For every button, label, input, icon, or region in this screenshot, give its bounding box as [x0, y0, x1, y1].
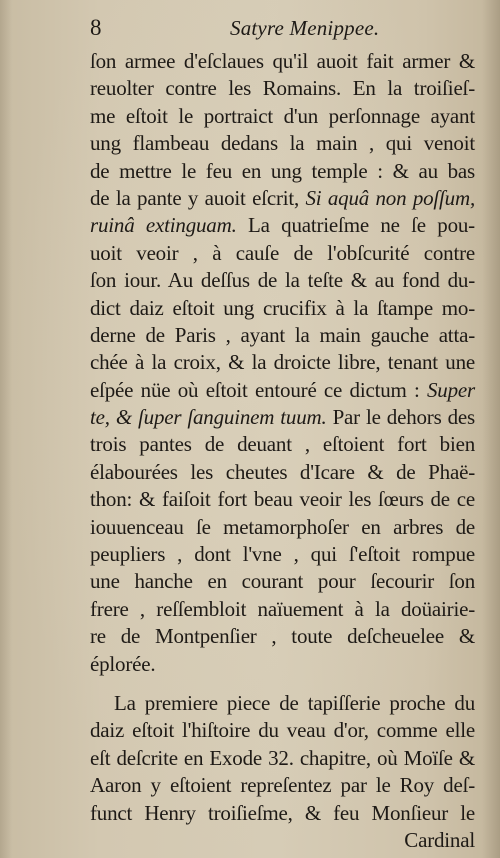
text-run: élabourées les cheutes d'Icare & de Phaë-: [90, 459, 475, 484]
text-line: [90, 240, 475, 267]
text-run: éplorée.: [90, 651, 156, 676]
body-text: [90, 48, 475, 854]
text-run: daiz eſtoit l'hiſtoire du veau d'or, comme elle: [90, 718, 475, 743]
text-run: trois pantes de deuant , eſtoient fort bien: [90, 432, 475, 457]
text-run: funct Henry troiſieſme, & feu Monſieur le: [90, 800, 475, 825]
text-line: [90, 349, 475, 376]
text-line: [90, 48, 475, 75]
text-line: [90, 568, 475, 595]
text-line: [90, 130, 475, 157]
text-line: [90, 267, 475, 294]
paragraph: [90, 48, 475, 678]
paragraph: [90, 690, 475, 827]
text-line: [90, 103, 475, 130]
text-line: [90, 596, 475, 623]
text-line: [90, 75, 475, 102]
page-number: 8: [90, 15, 102, 40]
text-line: [90, 690, 475, 717]
text-line: [90, 158, 475, 185]
italic-text-run: Si aquâ non poſſum,: [305, 185, 475, 210]
page-edge-shadow-left: [0, 0, 12, 858]
text-run: Aaron y eſtoient repreſentez par le Roy deſ-: [90, 773, 475, 798]
text-run: une hanche en courant pour ſecourir ſon: [90, 569, 475, 594]
text-run: La quatrieſme ne ſe pou-: [236, 213, 475, 238]
text-run: iouuenceau ſe metamorphoſer en arbres de: [90, 514, 475, 539]
text-run: derne de Paris , ayant la main gauche atta-: [90, 322, 475, 347]
text-run: ſon iour. Au deſſus de la teſte & au fond du-: [90, 268, 475, 293]
text-run: eſpée nüe où eſtoit entouré ce dictum :: [90, 377, 427, 402]
italic-text-run: ruinâ extinguam.: [90, 213, 237, 238]
page-header: [90, 12, 475, 44]
text-run: dict daiz eſtoit ung crucifix à la ſtampe mo-: [90, 295, 475, 320]
text-run: peupliers , dont l'vne , qui ſ'eſtoit rompue: [90, 542, 475, 567]
text-run: eſt deſcrite en Exode 32. chapitre, où Moïſe &: [90, 745, 475, 770]
text-run: de mettre le feu en ung temple : & au bas: [90, 158, 475, 183]
text-line: [90, 431, 475, 458]
text-line: [90, 212, 475, 239]
italic-text-run: te, & ſuper ſanguinem tuum.: [90, 405, 327, 430]
text-line: [90, 404, 475, 431]
text-line: [90, 295, 475, 322]
text-line: [90, 745, 475, 772]
text-line: [90, 800, 475, 827]
text-line: [90, 623, 475, 650]
text-line: [90, 651, 475, 678]
text-run: reuolter contre les Romains. En la troiſieſ-: [90, 76, 475, 101]
text-run: chée à la croix, & la droicte libre, tenant une: [90, 350, 475, 375]
paragraph-gap: [90, 678, 475, 690]
running-head: Satyre Menippee.: [230, 16, 380, 40]
text-run: frere , reſſembloit naïuement à la doüairie-: [90, 596, 475, 621]
text-line: [90, 459, 475, 486]
catchword: Cardinal: [404, 827, 475, 852]
text-run: thon: & faiſoit fort beau veoir les ſœurs de ce: [90, 487, 475, 512]
text-run: uoit veoir , à cauſe de l'obſcurité contre: [90, 240, 475, 265]
text-line: [90, 514, 475, 541]
text-line: [90, 377, 475, 404]
text-line: [90, 486, 475, 513]
text-line: [90, 772, 475, 799]
text-run: Par le dehors des: [326, 405, 476, 430]
text-run: ſon armee d'eſclaues qu'il auoit fait armer &: [90, 49, 475, 73]
text-run: me eſtoit le portraict d'un perſonnage ayant: [90, 103, 475, 128]
page-edge-shadow-right: [482, 0, 500, 858]
text-line: [90, 541, 475, 568]
text-run: re de Montpenſier , toute deſcheuelee &: [90, 624, 475, 649]
text-line: [90, 185, 475, 212]
text-line: [90, 717, 475, 744]
italic-text-run: Super: [427, 377, 475, 402]
text-line: [90, 322, 475, 349]
text-run: de la pante y auoit eſcrit,: [90, 185, 306, 210]
text-run: La premiere piece de tapiſſerie proche du: [114, 690, 475, 715]
text-run: ung flambeau dedans la main , qui venoit: [90, 131, 475, 156]
